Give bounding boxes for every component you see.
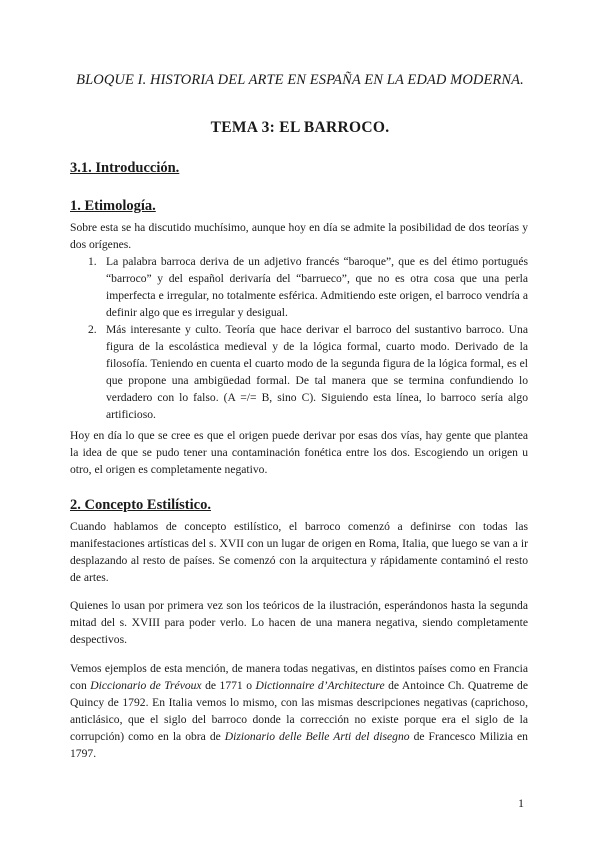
concepto-heading: 2. Concepto Estilístico. <box>70 497 211 513</box>
book-title: Diccionario de Trévoux <box>90 679 202 692</box>
concepto-paragraph-1: Cuando hablamos de concepto estilístico, el barroco comenzó a definirse con todas las manifestaciones artísticas del s. XVII con un lugar de origen en Roma, Italia, que luego se van a ir desplazando al resto de países. Se comenzó con la arquitectura y rápidamente contaminó el resto de artes. <box>70 520 528 584</box>
etimologia-conclusion-paragraph: Hoy en día lo que se cree es que el origen puede derivar por esas dos vías, hay gente que plantea la idea de que se pudo tener una contaminación fonética entre los dos. Escogiendo un origen u otro, el origen es completamente negativo. <box>70 429 528 476</box>
bloque-title: BLOQUE I. HISTORIA DEL ARTE EN ESPAÑA EN LA EDAD MODERNA. <box>76 72 524 88</box>
text-run: de 1771 o <box>201 679 256 692</box>
book-title: Dizionario delle Belle Arti del disegno <box>224 730 410 743</box>
concepto-paragraph-3 <box>70 660 528 762</box>
intro-heading: 3.1. Introducción. <box>70 160 180 176</box>
etimologia-heading: 1. Etimología. <box>70 198 156 214</box>
list-item <box>70 253 528 321</box>
text-run: Vemos ejemplos de esta mención, de manera todas negativas, en distintos países como en Francia con <box>70 662 528 692</box>
page-number: 1 <box>518 796 524 810</box>
text-run: de Francesco Milizia en 1797. <box>70 730 528 760</box>
book-title: Dictionnaire d’Architecture <box>255 679 385 692</box>
etimologia-intro-paragraph: Sobre esta se ha discutido muchísimo, aunque hoy en día se admite la posibilidad de dos teorías y dos orígenes. <box>70 221 528 251</box>
list-item-number: 1. <box>88 255 97 268</box>
list-item-number: 2. <box>88 323 97 336</box>
concepto-paragraph-2: Quienes lo usan por primera vez son los teóricos de la ilustración, esperándonos hasta la segunda mitad del s. XVIII para poder verlo. Lo hacen de una manera negativa, siendo completamente despectivos. <box>70 599 528 646</box>
text-run: de Antoince Ch. Quatreme de Quincy de 1792. En Italia vemos lo mismo, con las mismas descripciones negativas (caprichoso, anticlásico, que el siglo del barroco donde la corrección no existe porque era el siglo de la corrupción) como en la obra de <box>70 679 529 743</box>
tema-title: TEMA 3: EL BARROCO. <box>210 119 390 136</box>
etimologia-list <box>70 253 528 423</box>
list-item-text: La palabra barroca deriva de un adjetivo francés “baroque”, que es del étimo portugués “barroco” y del español derivaría del “barrueco”, que no es otra cosa que una perla imperfecta e irregular, no totalmente esférica. Admitiendo este origen, el barroco vendría a definir algo que es irregular y desigual. <box>106 255 528 319</box>
list-item-text: Más interesante y culto. Teoría que hace derivar el barroco del sustantivo barroco. Una figura de la escolástica medieval y de la lógica formal, cuarto modo. Derivado de la filosofía. Teniendo en cuenta el cuarto modo de la segunda figura de la lógica formal, es el que propone una ambigüedad formal. De tal manera que se termina confundiendo lo verdadero con lo falso. (A =/= B, sino C). Siguiendo esta línea, lo barroco sería algo artificioso. <box>106 323 528 421</box>
list-item <box>70 321 528 423</box>
